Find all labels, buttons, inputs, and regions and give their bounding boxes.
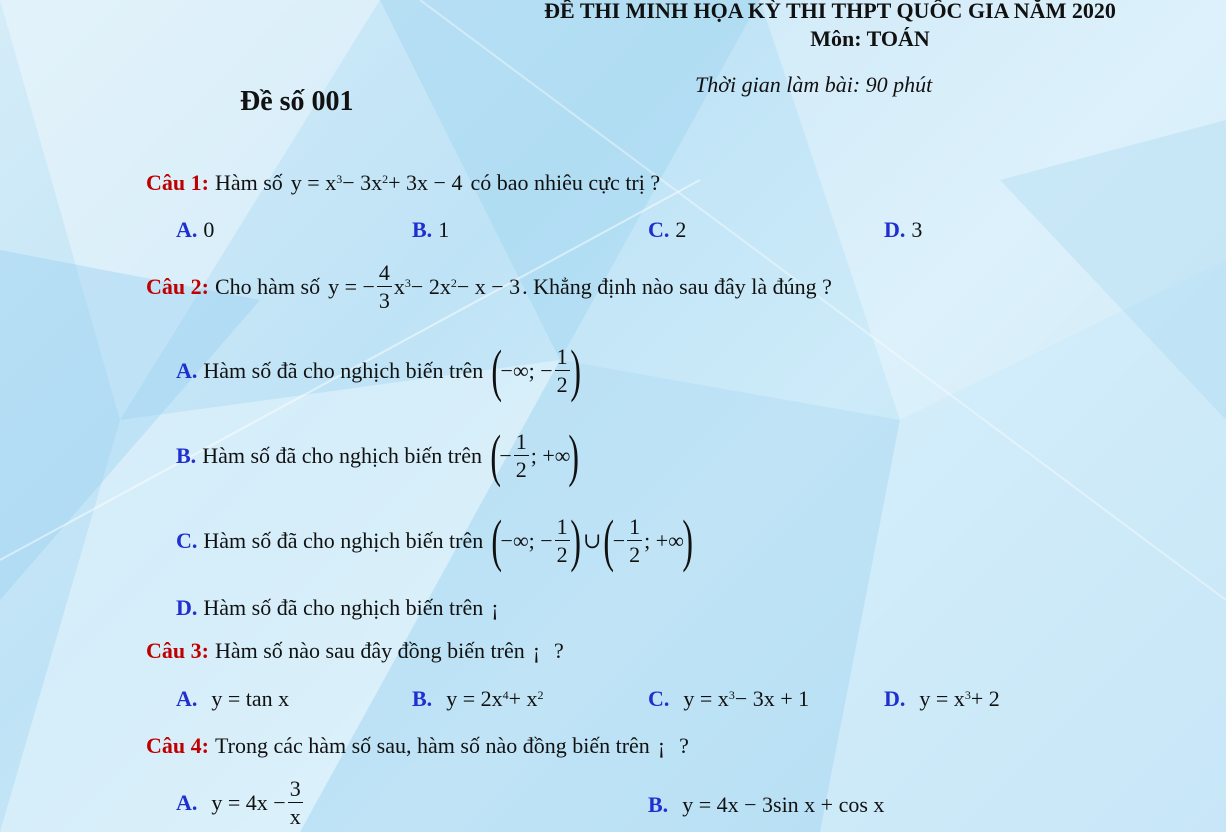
formula-part: − 2x [410,274,451,299]
interval-part: ; +∞ [530,443,571,468]
formula-part: + 2 [970,686,1000,711]
option-b[interactable] [648,792,892,818]
interval [491,508,693,573]
question-label: Câu 1: [146,170,209,195]
question-text: Hàm số [214,170,283,195]
interval-part: −∞; − [500,358,553,383]
formula [211,778,304,828]
option-label: C. [648,686,670,711]
formula-part: y = x [683,686,729,711]
real-set-glyph: ¡ [532,638,541,663]
formula-part: x [393,274,405,299]
right-paren: ) [682,508,693,573]
real-set-glyph: ¡ [657,733,666,758]
question-label: Câu 3: [146,638,209,663]
option-c[interactable] [648,217,686,243]
exponent: 3 [336,171,343,186]
formula [291,170,463,196]
left-paren: ( [490,423,501,488]
formula-part: y = 4x − 3sin x + cos x [682,792,885,817]
real-set-glyph: ¡ [491,595,499,620]
fraction [555,346,570,396]
exponent: 2 [450,275,457,290]
option-label: C. [176,528,198,553]
exam-code: Đề số 001 [240,86,354,117]
option-a[interactable] [176,338,581,403]
left-paren: ( [603,508,615,573]
option-label: A. [176,358,198,383]
option-label: A. [176,686,198,711]
question-label: Câu 4: [146,733,209,758]
option-label: A. [176,217,198,242]
formula [683,686,809,712]
formula [682,792,884,818]
option-label: D. [176,595,198,620]
question-label: Câu 2: [146,274,209,299]
option-label: B. [648,792,669,817]
right-paren: ) [570,508,581,573]
option-c[interactable] [648,686,817,712]
question-text: Trong các hàm số sau, hàm số nào đồng biến trên [214,733,650,758]
option-c[interactable] [176,508,693,573]
exponent: 2 [382,171,389,186]
denominator: 2 [515,457,527,482]
right-paren: ) [568,423,580,488]
option-label: A. [176,790,198,815]
question-3 [146,638,564,664]
exponent: 4 [502,687,509,702]
question-2 [146,262,832,312]
question-mark: ? [554,638,564,663]
option-d[interactable] [176,595,499,621]
numerator: 1 [629,514,641,539]
interval [491,338,581,403]
formula [446,686,543,712]
right-paren: ) [570,338,581,403]
option-text: Hàm số đã cho nghịch biến trên [203,358,484,383]
formula-part: − 3x + 1 [734,686,810,711]
formula-part: + x [508,686,538,711]
option-label: B. [176,443,197,468]
formula-part: − 3x [342,170,383,195]
formula [919,686,999,712]
option-label: B. [412,217,433,242]
question-text: Hàm số nào sau đây đồng biến trên [214,638,525,663]
formula-part: y = x [919,686,965,711]
interval-part: −∞; − [500,528,553,553]
formula-part: y = 4x − [211,790,286,815]
option-label: C. [648,217,670,242]
formula [211,686,289,712]
formula-part: y = x [290,170,337,195]
numerator: 4 [378,260,390,285]
question-1 [146,170,660,196]
interval [490,423,580,488]
exponent: 3 [404,275,411,290]
fraction [514,431,529,481]
formula-part: y = 2x [446,686,503,711]
option-b[interactable] [176,423,580,488]
denominator: 2 [629,542,641,567]
question-text: Cho hàm số [214,274,321,299]
option-a[interactable] [176,778,313,828]
denominator: 3 [378,288,390,313]
fraction [288,778,303,828]
option-d[interactable] [884,686,1008,712]
option-text: Hàm số đã cho nghịch biến trên [203,595,484,620]
option-text: Hàm số đã cho nghịch biến trên [202,443,482,468]
exponent: 3 [964,687,971,702]
numerator: 1 [515,429,527,454]
fraction [627,516,642,566]
option-text: 3 [911,217,923,242]
question-text: . Khẳng định nào sau đây là đúng ? [522,274,832,299]
numerator: 1 [556,344,568,369]
question-mark: ? [679,733,689,758]
interval-part: ; +∞ [644,528,684,553]
option-label: B. [412,686,433,711]
option-text: 0 [203,217,215,242]
exponent: 2 [537,687,544,702]
union-symbol: ∪ [582,528,602,553]
option-b[interactable] [412,217,449,243]
option-text: 1 [438,217,450,242]
denominator: x [289,804,301,829]
fraction [377,262,392,312]
option-d[interactable] [884,217,922,243]
formula-part: y = tan x [211,686,290,711]
numerator: 3 [289,776,301,801]
formula-part: y = − [328,274,375,299]
question-4 [146,733,689,759]
left-paren: ( [491,508,503,573]
option-text: 2 [675,217,687,242]
fraction [555,516,570,566]
left-paren: ( [491,338,503,403]
denominator: 2 [556,372,568,397]
exam-title: ĐỀ THI MINH HỌA KỲ THI THPT QUỐC GIA NĂM 2020 [544,0,1116,23]
option-text: Hàm số đã cho nghịch biến trên [203,528,484,553]
formula [328,262,520,312]
option-label: D. [884,686,906,711]
interval-part: − [612,528,626,553]
denominator: 2 [556,542,568,567]
exam-subject: Môn: TOÁN [810,26,930,51]
interval-part: − [499,443,512,468]
option-b[interactable] [412,686,552,712]
numerator: 1 [556,514,568,539]
question-text: có bao nhiêu cực trị ? [470,170,661,195]
option-a[interactable] [176,217,214,243]
exponent: 3 [728,687,735,702]
option-label: D. [884,217,906,242]
formula-part: + 3x − 4 [388,170,463,195]
exam-time: Thời gian làm bài: 90 phút [695,72,933,97]
option-a[interactable] [176,686,297,712]
formula-part: − x − 3 [456,274,521,299]
